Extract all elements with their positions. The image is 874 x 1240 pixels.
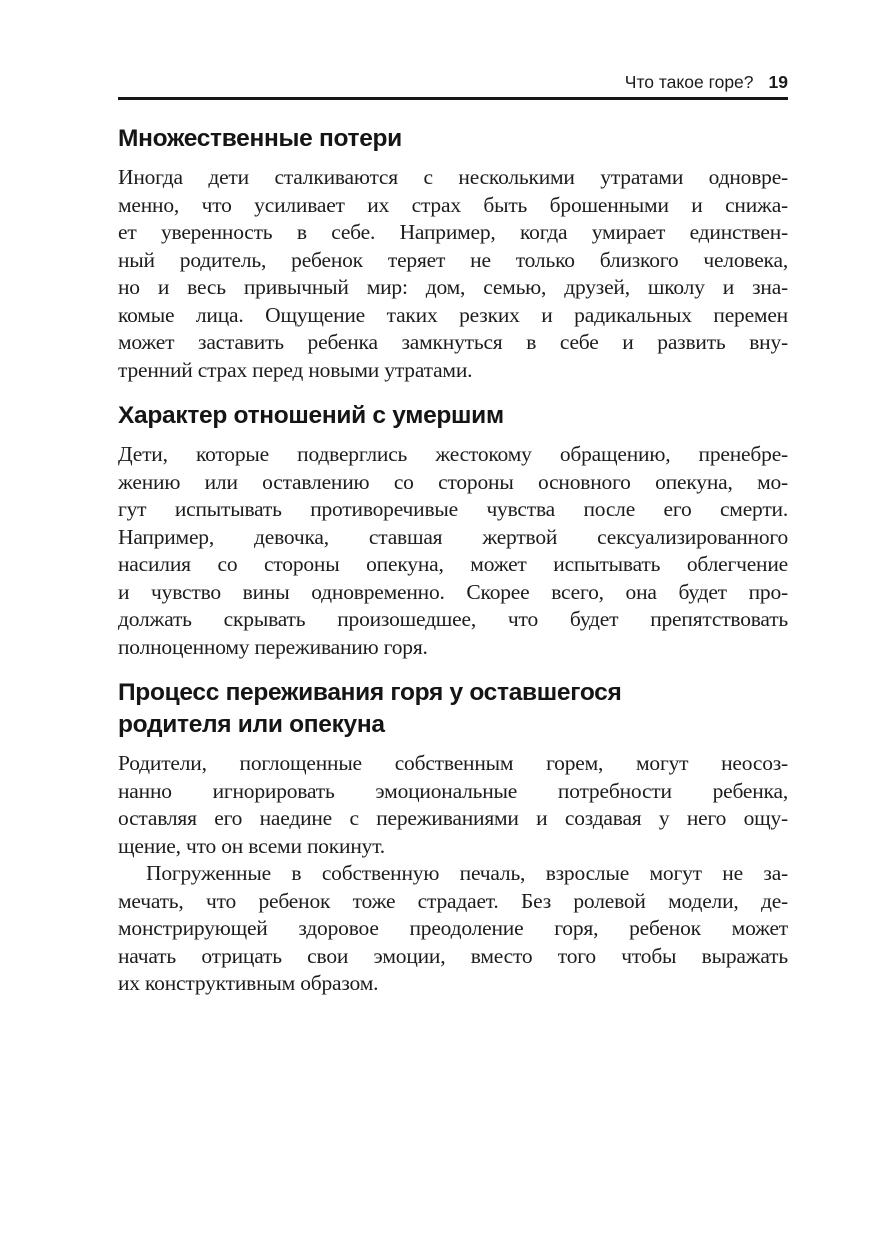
paragraph-line: Погруженные в собственную печаль, взрослые могут не за-	[146, 861, 788, 885]
paragraph-line: насилия со стороны опекуна, может испытывать облегчение	[118, 552, 788, 576]
book-page	[118, 0, 788, 998]
section-heading	[118, 677, 788, 741]
paragraph-line: нанно игнорировать эмоциональные потребности ребенка,	[118, 778, 788, 803]
paragraph-line: Дети, которые подверглись жестокому обращению, пренебре-	[118, 442, 788, 466]
paragraph-line: Иногда дети сталкиваются с несколькими утратами одновре-	[118, 165, 788, 189]
paragraph-line: щение, что он всеми покинут.	[118, 833, 385, 858]
paragraph	[118, 164, 788, 384]
paragraph-line: оставляя его наедине с переживаниями и создавая у него ощу-	[118, 806, 788, 830]
section-heading-line: Множественные потери	[118, 125, 402, 152]
paragraph-line: мечать, что ребенок тоже страдает. Без ролевой модели, де-	[118, 888, 788, 913]
paragraph-line: тренний страх перед новыми утратами.	[118, 357, 473, 382]
paragraph	[118, 860, 788, 998]
paragraph-line: но и весь привычный мир: дом, семью, друзей, школу и зна-	[118, 275, 788, 299]
paragraph-line: и чувство вины одновременно. Скорее всего, она будет про-	[118, 579, 788, 604]
paragraph-line: комые лица. Ощущение таких резких и радикальных перемен	[118, 302, 788, 327]
page-content	[118, 123, 788, 998]
paragraph-line: менно, что усиливает их страх быть брошенными и снижа-	[118, 192, 788, 217]
paragraph-line: Родители, поглощенные собственным горем, могут неосоз-	[118, 751, 788, 775]
running-header	[118, 72, 788, 92]
paragraph-line: должать скрывать произошедшее, что будет препятствовать	[118, 607, 788, 631]
page-number: 19	[768, 72, 788, 92]
paragraph-line: монстрирующей здоровое преодоление горя, ребенок может	[118, 916, 788, 940]
paragraph-line: полноценному переживанию горя.	[118, 634, 428, 659]
paragraph-line: ный родитель, ребенок теряет не только близкого человека,	[118, 247, 788, 272]
paragraph	[118, 441, 788, 661]
section-heading-line: Процесс переживания горя у оставшегося	[118, 679, 622, 706]
paragraph	[118, 750, 788, 860]
header-rule	[118, 97, 788, 100]
section-heading-line: Характер отношений с умершим	[118, 402, 504, 429]
paragraph-line: начать отрицать свои эмоции, вместо того чтобы выражать	[118, 943, 788, 968]
paragraph-line: может заставить ребенка замкнуться в себе и развить вну-	[118, 330, 788, 354]
section-heading	[118, 123, 788, 155]
paragraph-line: их конструктивным образом.	[118, 971, 379, 995]
paragraph-line: Например, девочка, ставшая жертвой сексуализированного	[118, 524, 788, 549]
paragraph-line: гут испытывать противоречивые чувства после его смерти.	[118, 497, 788, 521]
paragraph-line: жению или оставлению со стороны основного опекуна, мо-	[118, 469, 788, 494]
paragraph-line: ет уверенность в себе. Например, когда умирает единствен-	[118, 220, 788, 244]
section-heading	[118, 400, 788, 432]
section-heading-line: родителя или опекуна	[118, 711, 385, 738]
running-header-title: Что такое горе?	[624, 72, 754, 92]
